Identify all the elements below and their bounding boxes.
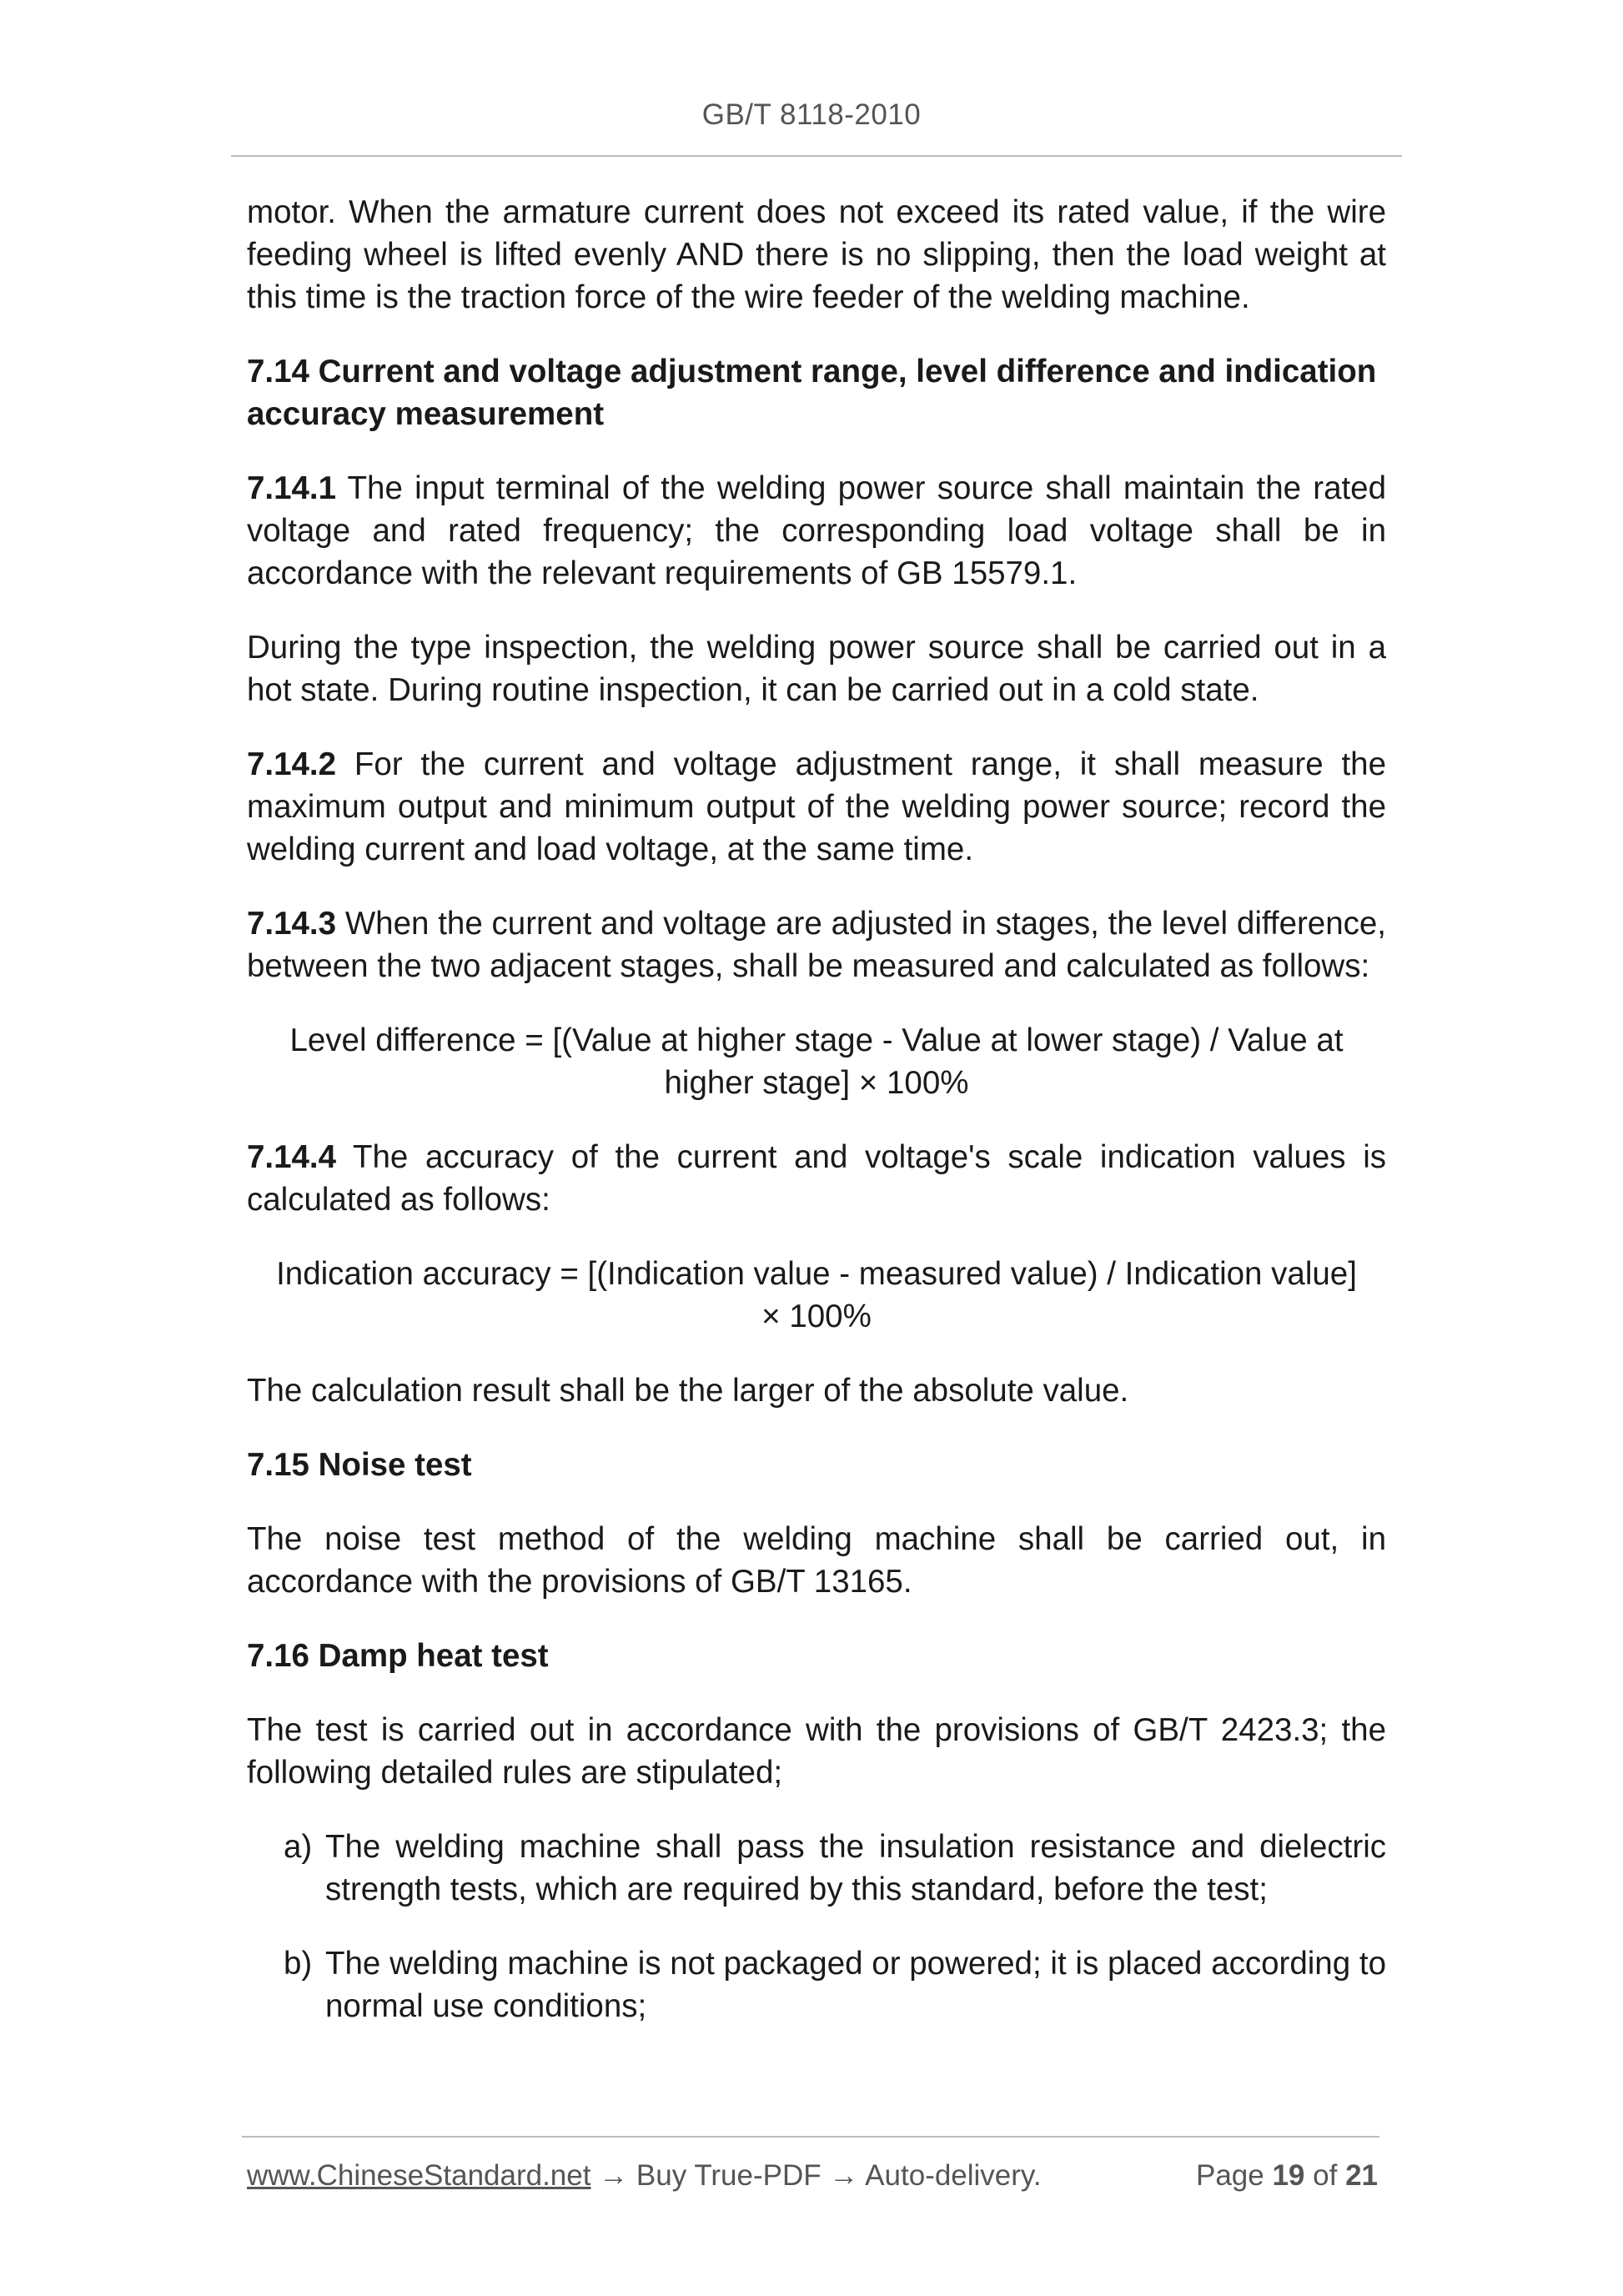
page-footer bbox=[247, 2159, 1378, 2193]
clause-text: The input terminal of the welding power source shall maintain the rated voltage and rated frequency; the corresponding load voltage shall be in accordance with the relevant requirements of GB 15579.1. bbox=[247, 470, 1386, 591]
clause-text: The accuracy of the current and voltage's scale indication values is calculated as follows: bbox=[247, 1139, 1386, 1218]
clause-number: 7.14.3 bbox=[247, 906, 337, 942]
website-link[interactable]: www.ChineseStandard.net bbox=[247, 2159, 591, 2192]
list-item-text: The welding machine is not packaged or powered; it is placed according to normal use conditions; bbox=[325, 1946, 1386, 2024]
total-page-number: 21 bbox=[1345, 2159, 1378, 2192]
current-page-number: 19 bbox=[1272, 2159, 1305, 2192]
damp-heat-paragraph: The test is carried out in accordance with the provisions of GB/T 2423.3; the following detailed rules are stipulated; bbox=[247, 1712, 1386, 1791]
clause-7-14-3 bbox=[247, 902, 1386, 987]
section-heading-7-16: 7.16 Damp heat test bbox=[247, 1638, 549, 1674]
list-item-text: The welding machine shall pass the insulation resistance and dielectric strength tests, which are required by this standard, before the test; bbox=[325, 1829, 1386, 1907]
clause-7-14-1 bbox=[247, 467, 1386, 595]
calculation-result-paragraph: The calculation result shall be the larger of the absolute value. bbox=[247, 1373, 1129, 1409]
list-marker: a) bbox=[284, 1829, 313, 1865]
section-heading-7-14: 7.14 Current and voltage adjustment range, level difference and indication accuracy measurement bbox=[247, 354, 1377, 432]
list-marker: b) bbox=[284, 1946, 313, 1982]
clause-text: When the current and voltage are adjusted in stages, the level difference, between the two adjacent stages, shall be measured and calculated as follows: bbox=[247, 906, 1386, 984]
clause-text: For the current and voltage adjustment range, it shall measure the maximum output and minimum output of the welding power source; record the welding current and load voltage, at the same time. bbox=[247, 746, 1386, 867]
footer-left bbox=[247, 2159, 1042, 2193]
clause-number: 7.14.1 bbox=[247, 470, 337, 506]
level-difference-formula: Level difference = [(Value at higher stage - Value at lower stage) / Value at higher stage] × 100% bbox=[289, 1022, 1344, 1101]
section-heading-7-15: 7.15 Noise test bbox=[247, 1447, 472, 1483]
indication-accuracy-formula: Indication accuracy = [(Indication value - measured value) / Indication value] × 100% bbox=[276, 1256, 1357, 1334]
footer-tagline: → Buy True-PDF → Auto-delivery. bbox=[590, 2159, 1042, 2192]
list-item bbox=[284, 1942, 1386, 2027]
clause-number: 7.14.2 bbox=[247, 746, 337, 782]
page-label: Page bbox=[1195, 2159, 1264, 2192]
page-of-label: of bbox=[1313, 2159, 1338, 2192]
noise-test-paragraph: The noise test method of the welding machine shall be carried out, in accordance with the provisions of GB/T 13165. bbox=[247, 1521, 1386, 1600]
continued-paragraph: motor. When the armature current does not exceed its rated value, if the wire feeding wheel is lifted evenly AND there is no slipping, then the load weight at this time is the traction force of the wire feeder of the welding machine. bbox=[247, 194, 1386, 315]
list-item bbox=[284, 1826, 1386, 1911]
page-body bbox=[247, 191, 1386, 2059]
clause-number: 7.14.4 bbox=[247, 1139, 337, 1175]
header-divider bbox=[231, 155, 1402, 157]
clause-7-14-2 bbox=[247, 743, 1386, 871]
type-inspection-paragraph: During the type inspection, the welding power source shall be carried out in a hot state. During routine inspection, it can be carried out in a cold state. bbox=[247, 630, 1386, 708]
clause-7-14-4 bbox=[247, 1136, 1386, 1221]
document-id-header: GB/T 8118-2010 bbox=[701, 98, 922, 131]
footer-divider bbox=[242, 2136, 1379, 2138]
page-indicator bbox=[1196, 2159, 1378, 2193]
